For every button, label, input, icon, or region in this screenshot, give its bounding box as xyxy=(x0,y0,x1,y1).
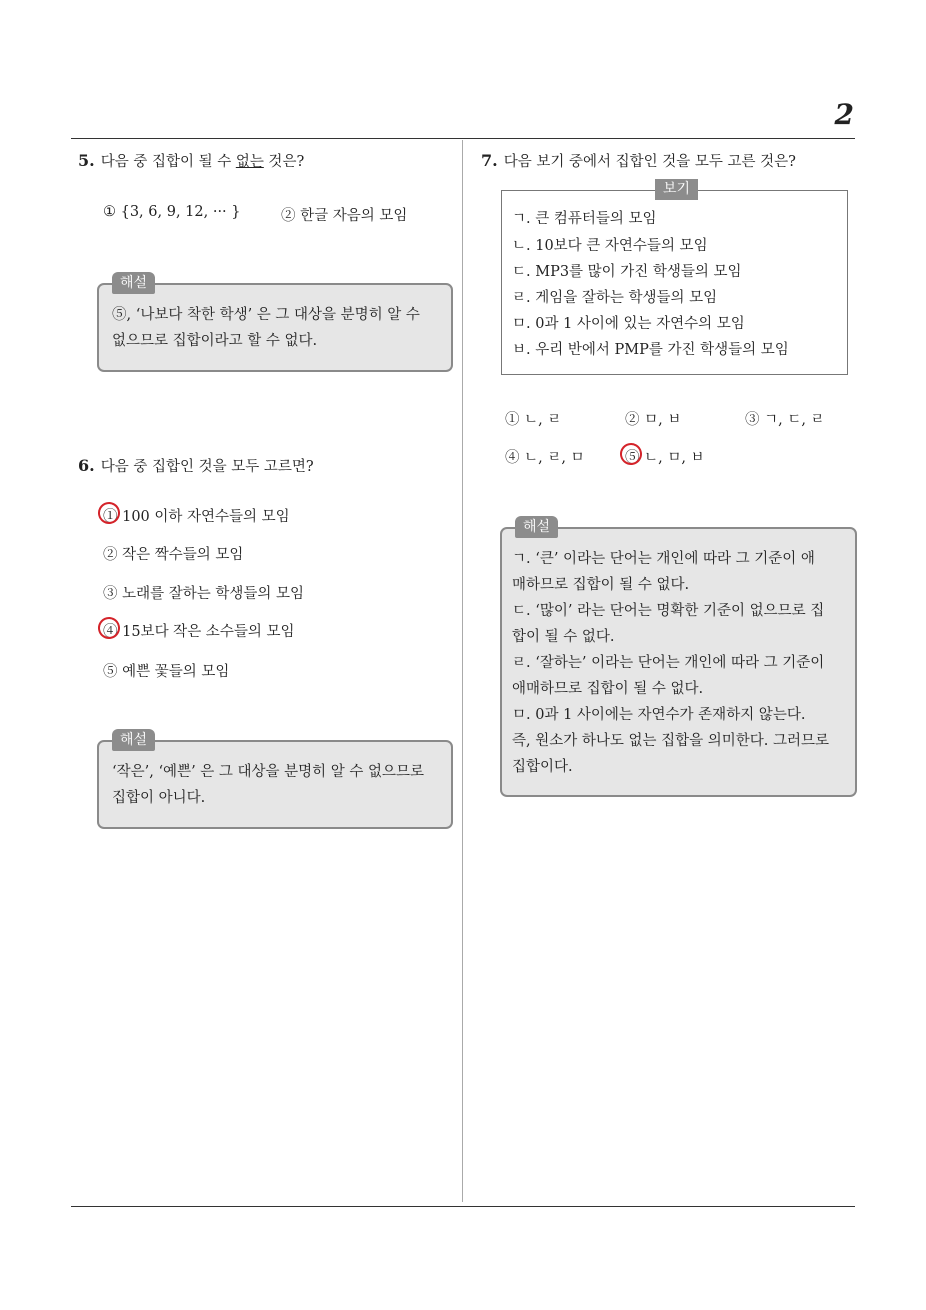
q5-solution-box xyxy=(97,283,453,372)
question-5-text-after: 것은? xyxy=(263,154,305,170)
q6-option-3[interactable]: ③ 노래를 잘하는 학생들의 모임 xyxy=(103,586,305,602)
q7-solution-line-2: 매하므로 집합이 될 수 없다. xyxy=(512,577,690,593)
question-7-number: 7. xyxy=(481,151,498,170)
q7-solution-line-7: ㅁ. 0과 1 사이에는 자연수가 존재하지 않는다. xyxy=(512,707,806,723)
q7-solution-tab: 해설 xyxy=(515,516,558,538)
q7-option-3[interactable]: ③ ㄱ, ㄷ, ㄹ xyxy=(745,412,825,428)
q6-solution-line-2: 집합이 아니다. xyxy=(112,790,206,806)
q5-solution-tab: 해설 xyxy=(112,272,155,294)
q7-solution-line-5: ㄹ. ‘잘하는’ 이라는 단어는 개인에 따라 그 기준이 xyxy=(512,655,825,671)
question-7 xyxy=(481,150,796,171)
q5-option-1[interactable]: ① {3, 6, 9, 12, ··· } xyxy=(103,204,241,220)
bogi-tab: 보기 xyxy=(655,179,698,200)
q7-option-4[interactable]: ④ ㄴ, ㄹ, ㅁ xyxy=(505,450,585,466)
bogi-item-2: ㄴ. 10보다 큰 자연수들의 모임 xyxy=(512,238,708,254)
q6-option-4[interactable]: ④ 15보다 작은 소수들의 모임 xyxy=(103,624,295,640)
q6-option-2[interactable]: ② 작은 짝수들의 모임 xyxy=(103,547,244,563)
q7-solution-line-4: 합이 될 수 없다. xyxy=(512,629,615,645)
q7-solution-box xyxy=(500,527,857,797)
q5-solution-line-1: ⑤, ‘나보다 착한 학생’ 은 그 대상을 분명히 알 수 xyxy=(112,307,420,323)
q7-option-5[interactable]: ⑤ ㄴ, ㅁ, ㅂ xyxy=(625,450,705,466)
q7-option-2[interactable]: ② ㅁ, ㅂ xyxy=(625,412,682,428)
q6-option-1[interactable]: ① 100 이하 자연수들의 모임 xyxy=(103,509,290,525)
q7-solution-line-1: ㄱ. ‘큰’ 이라는 단어는 개인에 따라 그 기준이 애 xyxy=(512,551,815,567)
page-number: 2 xyxy=(834,98,854,131)
footer-rule xyxy=(71,1206,855,1207)
question-5-text-before: 다음 중 집합이 될 수 xyxy=(100,154,236,170)
q6-solution-tab: 해설 xyxy=(112,729,155,751)
bogi-item-6: ㅂ. 우리 반에서 PMP를 가진 학생들의 모임 xyxy=(512,342,789,358)
question-7-text: 다음 보기 중에서 집합인 것을 모두 고른 것은? xyxy=(503,154,796,170)
question-5-underlined: 없는 xyxy=(235,154,264,170)
q6-solution-box xyxy=(97,740,453,829)
bogi-item-3: ㄷ. MP3를 많이 가진 학생들의 모임 xyxy=(512,264,742,280)
q7-solution-line-3: ㄷ. ‘많이’ 라는 단어는 명확한 기준이 없으므로 집 xyxy=(512,603,825,619)
column-divider xyxy=(462,140,463,1202)
q5-option-2[interactable]: ② 한글 자음의 모임 xyxy=(281,208,408,224)
bogi-item-4: ㄹ. 게임을 잘하는 학생들의 모임 xyxy=(512,290,718,306)
question-5-number: 5. xyxy=(78,151,95,170)
question-6-number: 6. xyxy=(78,456,95,475)
q5-solution-line-2: 없으므로 집합이라고 할 수 없다. xyxy=(112,333,318,349)
question-6 xyxy=(78,455,314,476)
q7-solution-line-6: 애매하므로 집합이 될 수 없다. xyxy=(512,681,704,697)
header-rule xyxy=(71,138,855,139)
question-5 xyxy=(78,150,304,171)
bogi-item-5: ㅁ. 0과 1 사이에 있는 자연수의 모임 xyxy=(512,316,745,332)
q7-solution-line-9: 집합이다. xyxy=(512,759,573,775)
q7-option-1[interactable]: ① ㄴ, ㄹ xyxy=(505,412,562,428)
q7-solution-line-8: 즉, 원소가 하나도 없는 집합을 의미한다. 그러므로 xyxy=(512,733,830,749)
bogi-item-1: ㄱ. 큰 컴퓨터들의 모임 xyxy=(512,211,657,227)
q6-solution-line-1: ‘작은’, ‘예쁜’ 은 그 대상을 분명히 알 수 없으므로 xyxy=(112,764,425,780)
q6-option-5[interactable]: ⑤ 예쁜 꽃들의 모임 xyxy=(103,664,230,680)
question-6-text: 다음 중 집합인 것을 모두 고르면? xyxy=(100,459,314,475)
